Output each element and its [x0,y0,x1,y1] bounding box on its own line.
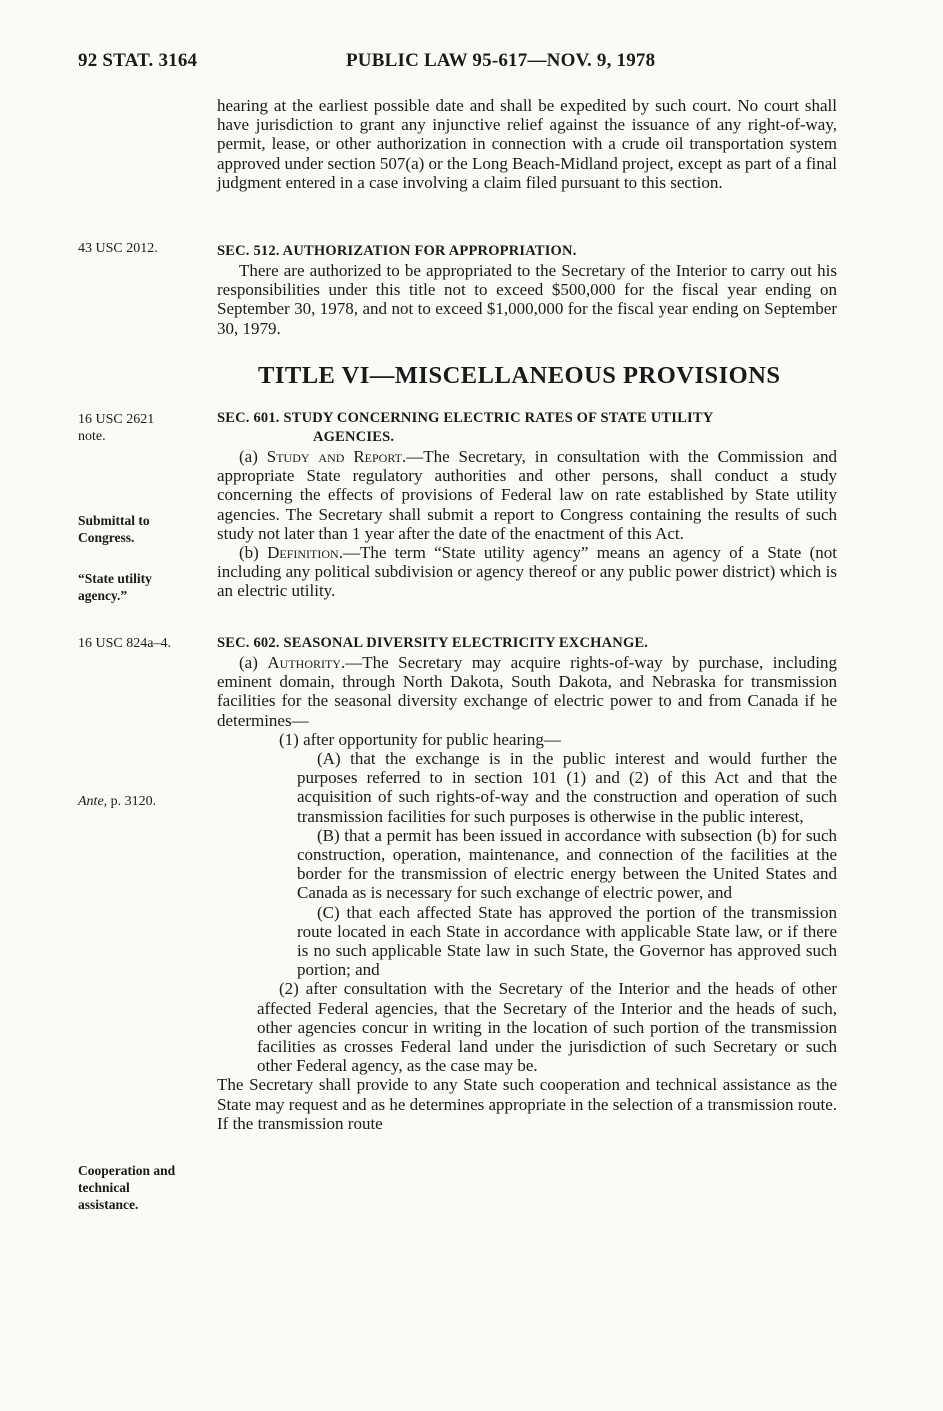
public-law-title: PUBLIC LAW 95-617—NOV. 9, 1978 [346,50,656,71]
subsection-a [217,447,837,543]
subparagraph-a: (A) that the exchange is in the public interest and would further the purposes referred to in section 101 (1) and (2) of this Act and that the acquisition of such rights-of-way and the construction and operation of such transmission facilities for such purposes is otherwise in the public interest, [297,749,837,826]
margin-note-line: 16 USC 2621 [78,412,155,427]
margin-note-italic: Ante, [78,794,108,809]
margin-note-16-usc-2621 [78,411,208,445]
subsection-text: .—The Secretary, in consultation with the Commission and appropriate State regulatory authorities and other persons, shall conduct a study concerning the effects of provisions of Federal law on rate established by State utility agencies. The Secretary shall submit a report to Congress containing the results of such study not later than 1 year after the date of the enactment of this Act. [217,447,837,543]
page-header [78,50,838,74]
subparagraph-c: (C) that each affected State has approved the portion of the transmission route located in each State in accordance with applicable State law, or if there is no such applicable State law in such State, the Governor has approved such portion; and [297,902,837,980]
section-heading-line: SEC. 601. STUDY CONCERNING ELECTRIC RATES OF STATE UTILITY [217,410,714,426]
paragraph-text: hearing at the earliest possible date and shall be expedited by such court. No court shall have jurisdiction to grant any injunctive relief against the issuance of any right-of-way, permit, lease, or other authorization in connection with a crude oil transportation system approved under section 507(a) or the Long Beach-Midland project, except as part of a final judgment entered in a case involving a claim filed pursuant to this section. [217,96,837,192]
section-heading [217,409,837,447]
margin-note-line: note. [78,429,106,444]
margin-note-state-utility-agency [78,570,208,604]
margin-note-line: Submittal to [78,513,150,528]
margin-note-line: Congress. [78,530,135,545]
subsection-text: .—The Secretary may acquire rights-of-way by purchase, including eminent domain, through North Dakota, South Dakota, and Nebraska for transmission facilities for the seasonal diversity exchange of electric power to and from Canada if he determines— [217,653,838,730]
subparagraph-b: (B) that a permit has been issued in accordance with subsection (b) for such construction, operation, maintenance, and connection of the facilities at the border for the transmission of electric energy between the United States and Canada as is necessary for such exchange of electric power, and [297,825,837,903]
margin-note-submittal [78,512,208,546]
paragraph-text: There are authorized to be appropriated to the Secretary of the Interior to carry out his responsibilities under this title not to exceed $500,000 for the fiscal year ending on September 30, 1978, and not to exceed $1,000,000 for the fiscal year ending on September 30, 1979. [217,261,837,338]
margin-note-43-usc-2012 [78,240,208,257]
closing-paragraph: The Secretary shall provide to any State such cooperation and technical assistance as the State may request and as he determines appropriate in the selection of a transmission route. If the transmission route [217,1075,837,1133]
subsection-label: (a) [239,653,268,672]
subsection-caption: Study and Report [266,447,402,466]
margin-note-text: 16 USC 824a–4. [78,636,171,651]
margin-note-16-usc-824a-4 [78,635,208,652]
section-601 [217,409,837,601]
title-heading: TITLE VI—MISCELLANEOUS PROVISIONS [258,362,781,389]
section-602 [217,634,837,1133]
subsection-b [217,543,837,601]
stat-page-number: 92 STAT. 3164 [78,50,198,71]
margin-note-line: Cooperation and [78,1163,176,1178]
subsection-text: .—The term “State utility agency” means an agency of a State (not including any political subdivision or agency thereof or any public power district) which is an electric utility. [217,543,837,601]
margin-note-line: technical [78,1180,130,1195]
subsection-label: (b) [239,543,268,563]
continuation-paragraph [217,96,837,192]
section-512 [217,242,837,338]
margin-note-ante [78,793,208,810]
subsection-label: (a) [239,447,267,466]
section-heading: SEC. 512. AUTHORIZATION FOR APPROPRIATION. [217,243,577,259]
margin-note-text: p. 3120. [107,794,157,809]
paragraph-2: (2) after consultation with the Secretary of the Interior and the heads of other affected Federal agencies, that the Secretary of the Interior and the heads of such, other agencies concur in writing in the location of such portion of the transmission facilities as crosses Federal land under the jurisdiction of such Secretary or such other Federal agency, as the case may be. [257,979,837,1076]
section-heading-line: AGENCIES. [313,429,395,445]
margin-note-line: agency.” [78,588,128,603]
subsection-a [217,653,837,730]
section-heading: SEC. 602. SEASONAL DIVERSITY ELECTRICITY EXCHANGE. [217,635,649,651]
subsection-caption: Definition [267,543,339,563]
subsection-caption: Authority [267,653,341,672]
margin-note-line: assistance. [78,1197,139,1212]
paragraph-1: (1) after opportunity for public hearing— [279,729,561,749]
margin-note-cooperation [78,1162,208,1213]
margin-note-text: 43 USC 2012. [78,241,158,256]
margin-note-line: “State utility [78,571,152,586]
